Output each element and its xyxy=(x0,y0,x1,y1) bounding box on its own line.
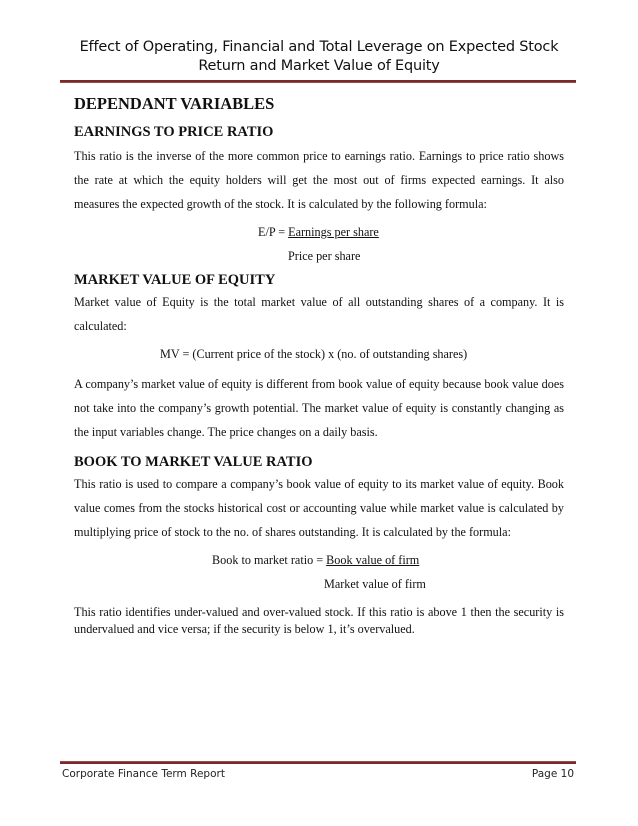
header-rule xyxy=(60,80,576,83)
bm-paragraph-1: This ratio is used to compare a company’s book value of equity to its market value of equity. Book value comes from the stocks historical cost or accounting value while market value is calculated by multiplying price of stock to the no. of shares outstanding. It is calculated by the formula: xyxy=(74,477,564,539)
ep-formula-lhs: E/P = xyxy=(258,225,289,239)
page-content xyxy=(74,94,564,638)
ep-formula-numerator: Earnings per share xyxy=(288,225,379,239)
page-header xyxy=(60,38,578,76)
ep-formula-denominator: Price per share xyxy=(288,249,361,263)
mv-paragraph-1: Market value of Equity is the total market value of all outstanding shares of a company. It is calculated: xyxy=(74,295,564,333)
bm-paragraph-2: This ratio identifies under-valued and over-valued stock. If this ratio is above 1 then the security is undervalued and vice versa; if the security is below 1, it’s overvalued. xyxy=(74,605,564,636)
section-heading: DEPENDANT VARIABLES xyxy=(74,94,275,113)
ep-paragraph: This ratio is the inverse of the more common price to earnings ratio. Earnings to price ratio shows the rate at which the equity holders will get the most out of firms expected earnings. It also measures the expected growth of the stock. It is calculated by the following formula: xyxy=(74,149,564,211)
bm-heading: BOOK TO MARKET VALUE RATIO xyxy=(74,454,313,470)
mv-formula: MV = (Current price of the stock) x (no. of outstanding shares) xyxy=(160,347,468,361)
footer-rule xyxy=(60,761,576,764)
bm-formula-numerator: Book value of firm xyxy=(326,553,420,567)
mv-heading: MARKET VALUE OF EQUITY xyxy=(74,272,276,288)
bm-formula xyxy=(74,548,564,572)
page-number: Page 10 xyxy=(531,768,574,780)
ep-formula xyxy=(74,220,564,244)
bm-formula-denominator: Market value of firm xyxy=(324,577,426,591)
header-title-line-1: Effect of Operating, Financial and Total Leverage on Expected Stock xyxy=(79,39,559,55)
header-title-line-2: Return and Market Value of Equity xyxy=(198,58,440,74)
footer-report-title: Corporate Finance Term Report xyxy=(62,768,225,780)
mv-paragraph-2: A company’s market value of equity is different from book value of equity because book value does not take into the company’s growth potential. The market value of equity is constantly changing as the input variables change. The price changes on a daily basis. xyxy=(74,377,564,439)
ep-heading: EARNINGS TO PRICE RATIO xyxy=(74,124,274,140)
bm-formula-lhs: Book to market ratio = xyxy=(212,553,327,567)
